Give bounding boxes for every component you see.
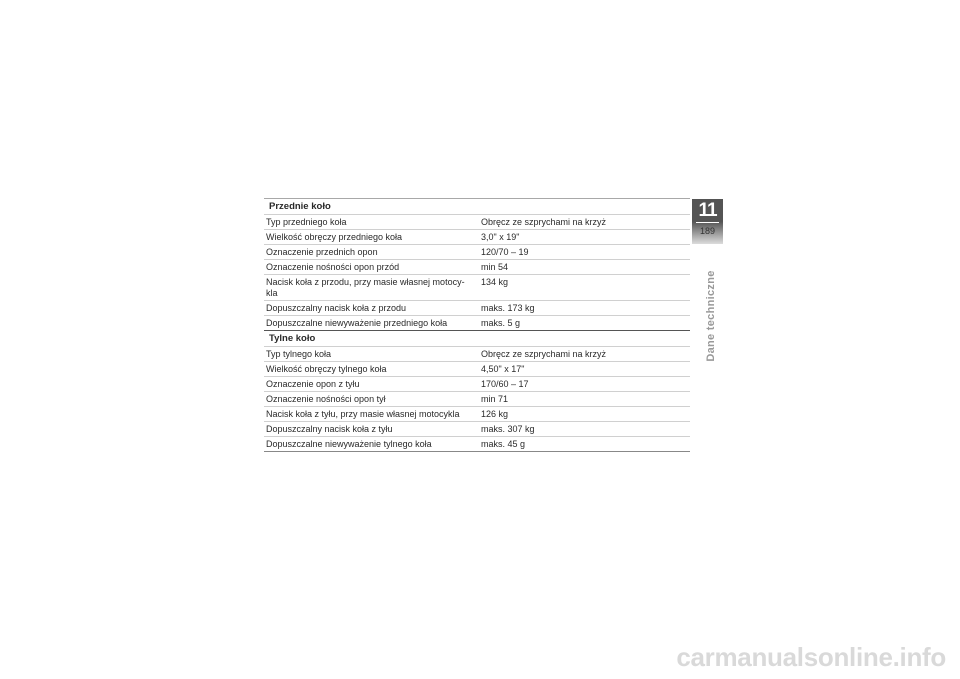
row-value: maks. 307 kg [481,424,535,434]
row-label: Dopuszczalny nacisk koła z przodu [266,303,407,313]
chapter-divider [696,222,719,223]
row-label: Typ tylnego koła [266,349,332,359]
row-label: Wielkość obręczy tylnego koła [266,364,387,374]
table-row [264,244,690,259]
chapter-tab [692,199,723,244]
row-value: 170/60 – 17 [481,379,529,389]
row-value: min 54 [481,262,509,272]
row-label: Dopuszczalne niewyważenie przedniego koła [266,318,448,328]
table-row [264,421,690,436]
table-end-rule [264,451,690,452]
table-row [264,346,690,361]
table-row [264,361,690,376]
row-value: Obręcz ze szprychami na krzyż [481,217,607,227]
table-row [264,229,690,244]
table-row [264,214,690,229]
table-row [264,300,690,315]
row-value: 4,50" x 17" [481,364,525,374]
page-number: 189 [699,226,716,236]
row-value: maks. 173 kg [481,303,535,313]
row-value: 134 kg [481,277,509,287]
row-label: Dopuszczalny nacisk koła z tyłu [266,424,393,434]
spec-table [264,198,690,452]
table-row [264,259,690,274]
table-row [264,391,690,406]
row-label: Typ przedniego koła [266,217,347,227]
table-row [264,274,690,300]
row-value: 126 kg [481,409,509,419]
row-label: Oznaczenie nośności opon przód [266,262,400,272]
row-label: Nacisk koła z przodu, przy masie własnej motocy-kla [266,277,465,298]
row-value: maks. 45 g [481,439,526,449]
row-value: min 71 [481,394,509,404]
row-value: maks. 5 g [481,318,521,328]
row-label: Dopuszczalne niewyważenie tylnego koła [266,439,432,449]
row-label: Nacisk koła z tyłu, przy masie własnej motocykla [266,409,460,419]
watermark: carmanualsonline.info [676,642,946,672]
row-label: Wielkość obręczy przedniego koła [266,232,403,242]
row-label: Oznaczenie przednich opon [266,247,378,257]
table-row [264,406,690,421]
row-value: 3,0" x 19" [481,232,520,242]
row-value: 120/70 – 19 [481,247,529,257]
row-value: Obręcz ze szprychami na krzyż [481,349,607,359]
chapter-title-vertical: Dane techniczne [705,270,717,362]
table-row [264,436,690,451]
section-title-rear-wheel: Tylne koło [264,330,690,346]
section-title-front-wheel: Przednie koło [264,198,690,214]
table-row [264,376,690,391]
table-row [264,315,690,330]
row-label: Oznaczenie nośności opon tył [266,394,386,404]
chapter-number: 11 [698,200,717,221]
row-label: Oznaczenie opon z tyłu [266,379,360,389]
